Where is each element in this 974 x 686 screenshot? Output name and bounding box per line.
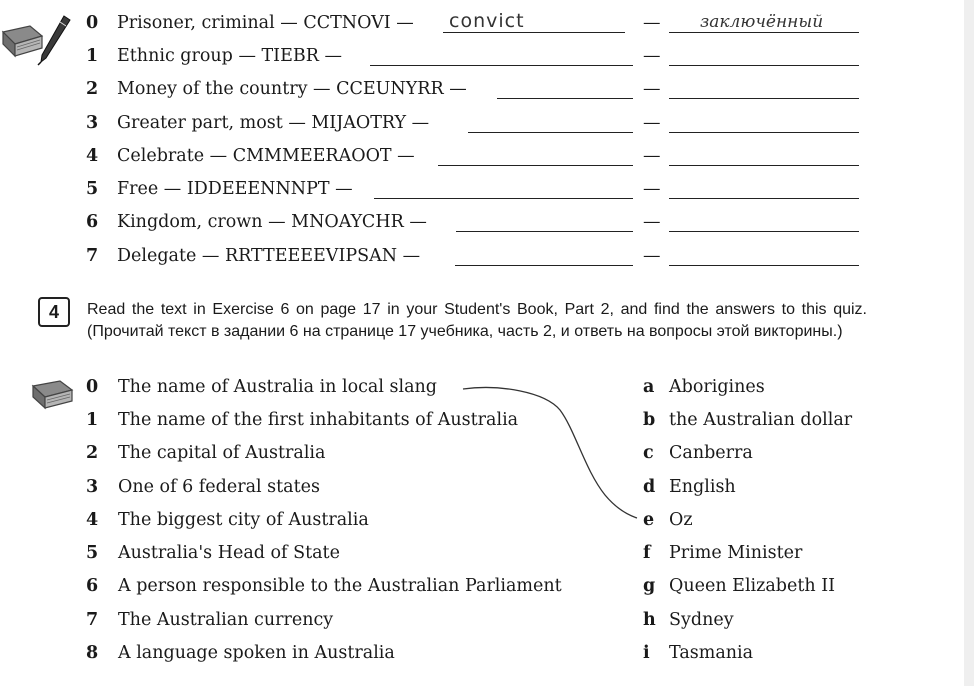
answer-line-en[interactable] xyxy=(370,45,633,66)
answer-line-ru[interactable] xyxy=(669,245,859,266)
answer-line-en[interactable] xyxy=(438,145,633,166)
answer-line-ru[interactable] xyxy=(669,178,859,199)
answer-en: convict xyxy=(449,10,525,32)
answer-line-ru[interactable] xyxy=(669,145,859,166)
answer-line-en[interactable] xyxy=(456,211,633,232)
answer-line-ru[interactable] xyxy=(669,78,859,99)
page-edge xyxy=(964,0,974,686)
answer-line-ru[interactable] xyxy=(669,211,859,232)
pen-icon xyxy=(34,14,74,66)
exercise-number-badge: 4 xyxy=(38,297,70,327)
answer-line-en[interactable] xyxy=(455,245,633,266)
answer-ru: заключённый xyxy=(700,12,824,32)
exercise-instruction: Read the text in Exercise 6 on page 17 in your Student's Book, Part 2, and find the answers to this quiz.(Прочитай текст в задании 6 на странице 17 учебника, часть 2, и ответь на вопросы этой викторины.) xyxy=(87,301,867,340)
answer-line-en[interactable] xyxy=(374,178,633,199)
book-icon xyxy=(30,378,74,414)
answer-line-en[interactable] xyxy=(497,78,633,99)
answer-line-ru[interactable] xyxy=(669,112,859,133)
answer-line-ru[interactable] xyxy=(669,45,859,66)
answer-line-en[interactable] xyxy=(468,112,633,133)
